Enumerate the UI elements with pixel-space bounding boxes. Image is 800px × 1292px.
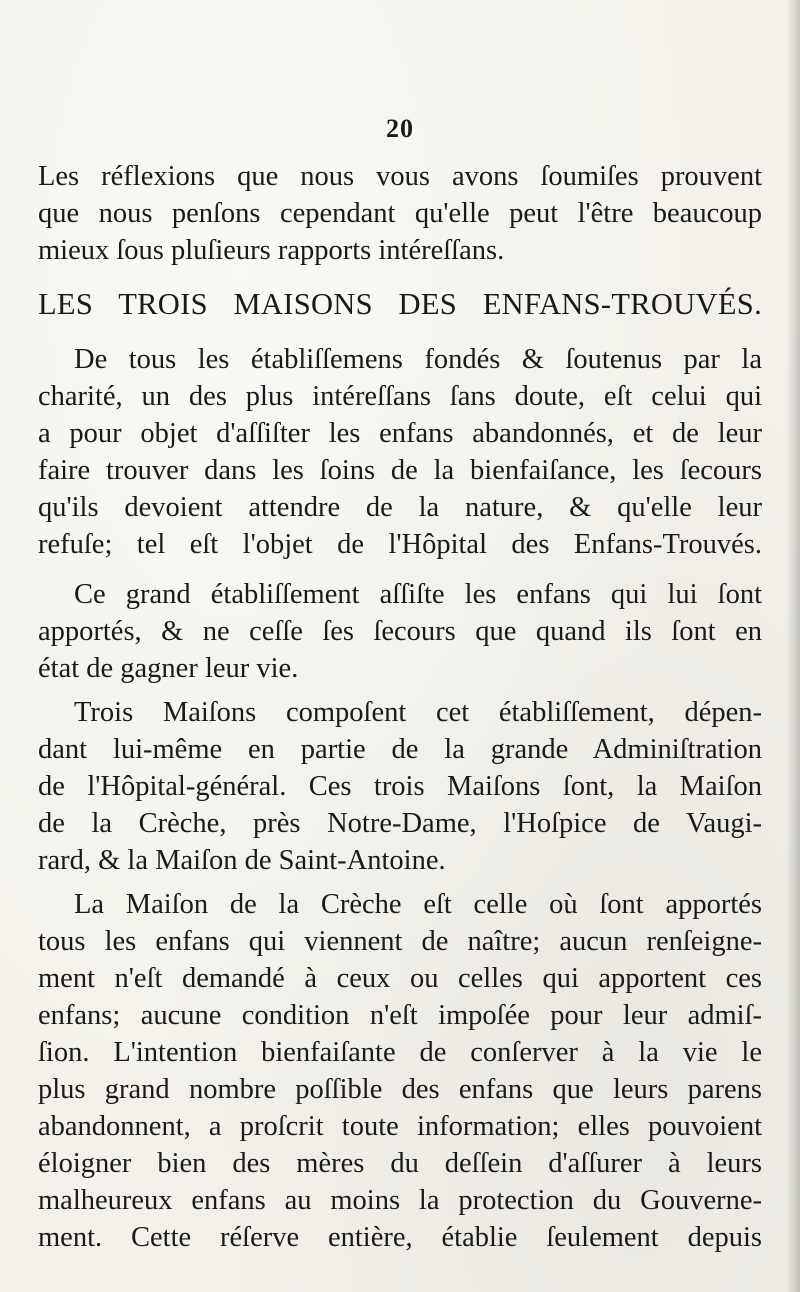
section-heading: LES TROIS MAISONS DES ENFANS-TROUVÉS. <box>38 287 762 321</box>
paragraph-4 <box>38 886 762 1256</box>
text-line: De tous les établiſſemens fondés & ſoutenus par la <box>74 344 762 375</box>
text-line: de l'Hôpital-général. Ces trois Maiſons ſont, la Maiſon <box>38 771 762 802</box>
text-line: état de gagner leur vie. <box>38 653 299 684</box>
text-line: de la Crèche, près Notre-Dame, l'Hoſpice de Vaugi- <box>38 808 762 839</box>
page-edge-shadow <box>786 0 800 1292</box>
text-line: plus grand nombre poſſible des enfans que leurs parens <box>38 1074 762 1105</box>
text-line: ment. Cette réſerve entière, établie ſeulement depuis <box>38 1222 762 1253</box>
text-line: Les réflexions que nous vous avons ſoumiſes prouvent <box>38 161 762 192</box>
intro-paragraph <box>38 158 762 269</box>
text-line: dant lui-même en partie de la grande Adminiſtration <box>38 734 762 765</box>
text-line: Ce grand établiſſement aſſiſte les enfans qui lui ſont <box>74 579 762 610</box>
paragraph-2 <box>38 576 762 687</box>
text-line: Trois Maiſons compoſent cet établiſſement, dépen- <box>74 697 762 728</box>
text-line: mieux ſous pluſieurs rapports intéreſſans. <box>38 235 505 266</box>
text-line: faire trouver dans les ſoins de la bienfaiſance, les ſecours <box>38 455 762 486</box>
text-line: apportés, & ne ceſſe ſes ſecours que quand ils ſont en <box>38 616 762 647</box>
text-line: rard, & la Maiſon de Saint-Antoine. <box>38 845 446 876</box>
text-line: ment n'eſt demandé à ceux ou celles qui apportent ces <box>38 963 762 994</box>
text-line: malheureux enfans au moins la protection du Gouverne- <box>38 1185 762 1216</box>
paragraph-1 <box>38 341 762 563</box>
text-line: éloigner bien des mères du deſſein d'aſſurer à leurs <box>38 1148 762 1179</box>
page-number: 20 <box>386 114 414 143</box>
text-line: qu'ils devoient attendre de la nature, & qu'elle leur <box>38 492 762 523</box>
text-line: refuſe; tel eſt l'objet de l'Hôpital des Enfans-Trouvés. <box>38 529 762 560</box>
text-line: charité, un des plus intéreſſans ſans doute, eſt celui qui <box>38 381 762 412</box>
text-line: abandonnent, a proſcrit toute information; elles pouvoient <box>38 1111 762 1142</box>
text-line: ſion. L'intention bienfaiſante de conſerver à la vie le <box>38 1037 762 1068</box>
text-line: que nous penſons cependant qu'elle peut l'être beaucoup <box>38 198 762 229</box>
text-line: tous les enfans qui viennent de naître; aucun renſeigne- <box>38 926 762 957</box>
paragraph-3 <box>38 694 762 879</box>
text-line: enfans; aucune condition n'eſt impoſée pour leur admiſ- <box>38 1000 762 1031</box>
text-line: La Maiſon de la Crèche eſt celle où ſont apportés <box>74 889 762 920</box>
text-line: a pour objet d'aſſiſter les enfans abandonnés, et de leur <box>38 418 762 449</box>
